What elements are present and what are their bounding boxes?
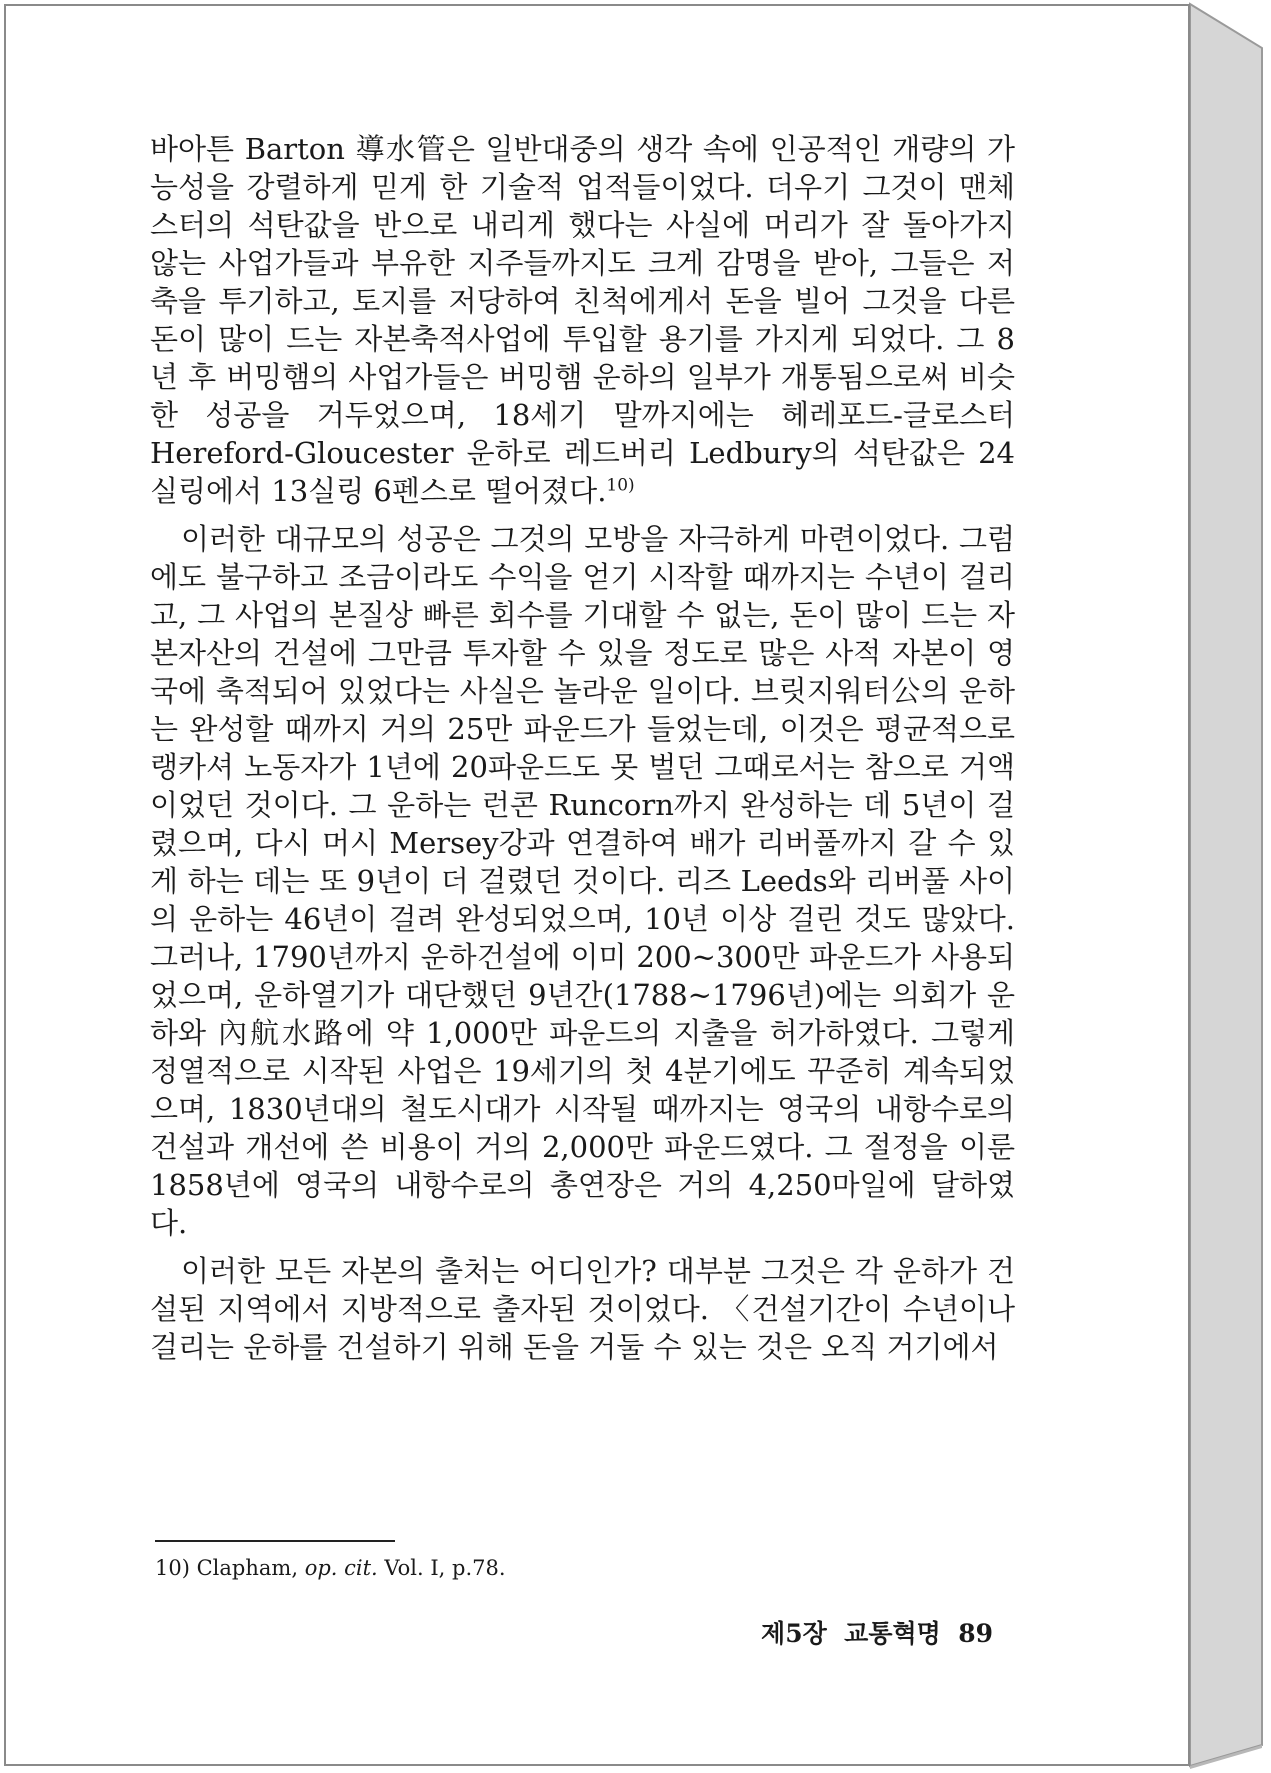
chapter-title: 교통혁명	[844, 1619, 941, 1648]
footnote-author: Clapham,	[196, 1556, 298, 1580]
footnote-location: Vol. I, p.78.	[384, 1556, 506, 1580]
paragraph: 이러한 대규모의 성공은 그것의 모방을 자극하게 마련이었다. 그럼에도 불구하고 조금이라도 수익을 얻기 시작할 때까지는 수년이 걸리고, 그 사업의 본질상 빠른 회수를 기대할 수 없는, 돈이 많이 드는 자본자산의 건설에 그만큼 투자할 수 있을 정도로 많은 사적 자본이 영국에 축적되어 있었다는 사실은 놀라운 일이다. 브릿지워터公의 운하는 완성할 때까지 거의 25만 파운드가 들었는데, 이것은 평균적으로 랭카셔 노동자가 1년에 20파운드도 못 벌던 그때로서는 참으로 거액이었던 것이다. 그 운하는 런콘 Runcorn까지 완성하는 데 5년이 걸렸으며, 다시 머시 Mersey강과 연결하여 배가 리버풀까지 갈 수 있게 하는 데는 또 9년이 더 걸렸던 것이다. 리즈 Leeds와 리버풀 사이의 운하는 46년이 걸려 완성되었으며, 10년 이상 걸린 것도 많았다. 그러나, 1790년까지 운하건설에 이미 200~300만 파운드가 사용되었으며, 운하열기가 대단했던 9년간(1788~1796년)에는 의회가 운하와 內航水路에 약 1,000만 파운드의 지출을 허가하였다. 그렇게 정열적으로 시작된 사업은 19세기의 첫 4분기에도 꾸준히 계속되었으며, 1830년대의 철도시대가 시작될 때까지는 영국의 내항수로의 건설과 개선에 쓴 비용이 거의 2,000만 파운드였다. 그 절정을 이룬 1858년에 영국의 내항수로의 총연장은 거의 4,250마일에 달하였다.	[150, 522, 1015, 1240]
footnote-reference: 10)	[606, 475, 635, 496]
footnote-number: 10)	[155, 1556, 190, 1580]
running-footer	[761, 1614, 993, 1650]
footnote-divider	[155, 1540, 395, 1542]
body-text	[150, 130, 1015, 1366]
chapter-label: 제5장	[761, 1619, 827, 1648]
footnote-work: op. cit.	[304, 1556, 378, 1580]
footnote	[155, 1556, 506, 1580]
page-number: 89	[958, 1619, 993, 1648]
paragraph: 바아튼 Barton 導水管은 일반대중의 생각 속에 인공적인 개량의 가능성을 강렬하게 믿게 한 기술적 업적들이었다. 더우기 그것이 맨체스터의 석탄값을 반으로 내리게 했다는 사실에 머리가 잘 돌아가지 않는 사업가들과 부유한 지주들까지도 크게 감명을 받아, 그들은 저축을 투기하고, 토지를 저당하여 친척에게서 돈을 빌어 그것을 다른 돈이 많이 드는 자본축적사업에 투입할 용기를 가지게 되었다. 그 8년 후 버밍햄의 사업가들은 버밍햄 운하의 일부가 개통됨으로써 비슷한 성공을 거두었으며, 18세기 말까지에는 헤레포드-글로스터 Hereford-Gloucester 운하로 레드버리 Ledbury의 석탄값은 24실링에서 13실링 6펜스로 떨어졌다.$^{10)}$	[150, 132, 1015, 508]
paragraph: 이러한 모든 자본의 출처는 어디인가? 대부분 그것은 각 운하가 건설된 지역에서 지방적으로 출자된 것이었다. 〈건설기간이 수년이나 걸리는 운하를 건설하기 위해 돈을 거둘 수 있는 것은 오직 거기에서	[150, 1254, 1015, 1364]
